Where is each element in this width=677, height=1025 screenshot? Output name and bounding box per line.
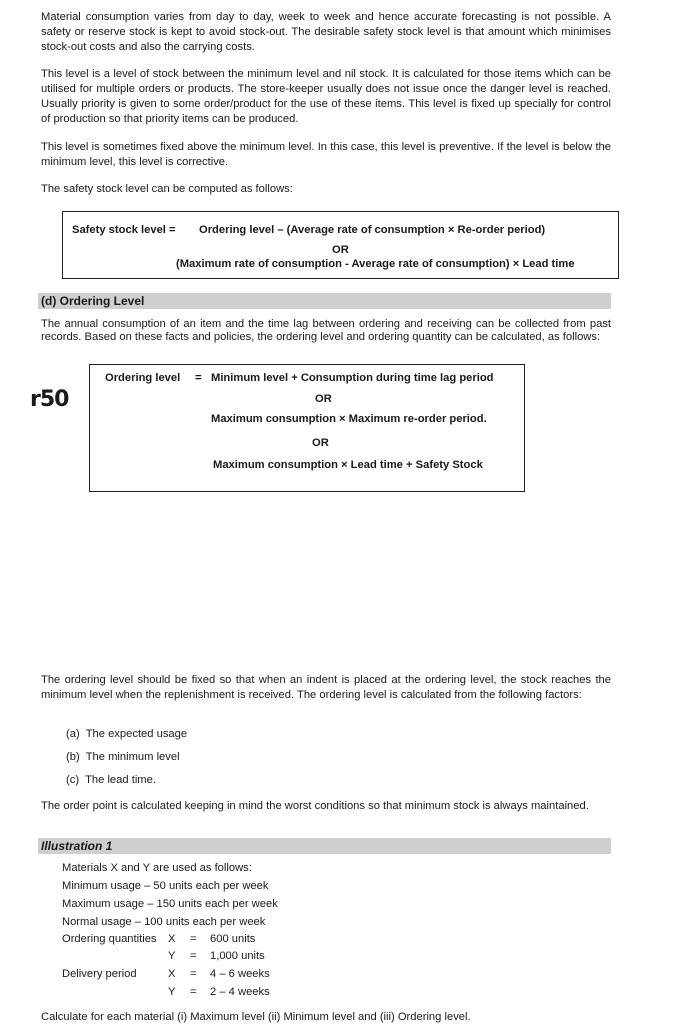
- ordering-quantity-y-value: 1,000 units: [210, 950, 265, 962]
- illustration-line-4: Normal usage – 100 units each per week: [62, 916, 266, 928]
- delivery-period-label: Delivery period: [62, 968, 137, 980]
- paragraph-safety-computed: The safety stock level can be computed as follows:: [41, 183, 293, 195]
- safety-stock-formula-box: [62, 211, 619, 279]
- ordering-quantity-y-label: Y: [168, 950, 176, 962]
- equals-sign: =: [190, 950, 197, 962]
- list-marker: (c): [66, 774, 80, 786]
- equals-sign: =: [190, 968, 197, 980]
- equals-sign: =: [190, 986, 197, 998]
- ordering-formula-2: Maximum consumption × Maximum re-order period.: [211, 413, 487, 425]
- list-marker: (b): [66, 751, 80, 763]
- list-text: The minimum level: [85, 751, 180, 763]
- paragraph-order-point: The order point is calculated keeping in mind the worst conditions so that minimum stock is always maintained.: [41, 800, 589, 812]
- paragraph-ordering-explanation: The ordering level should be fixed so that when an indent is placed at the ordering level, the stock reaches the minimum level when the replenishment is received. The ordering level is calculated from the following factors:: [41, 674, 611, 701]
- illustration-line-3: Maximum usage – 150 units each per week: [62, 898, 278, 910]
- ordering-level-formula-box: [89, 364, 525, 492]
- paragraph-ordering-intro: The annual consumption of an item and the time lag between ordering and receiving can be collected from past records. Based on these facts and policies, the ordering level and ordering quantity can be calculated, as follows:: [41, 318, 611, 343]
- safety-stock-label: Safety stock level =: [72, 224, 176, 236]
- paragraph-level-fixed: This level is sometimes fixed above the minimum level. In this case, this level is preventive. If the level is below the minimum level, this level is corrective.: [41, 141, 611, 168]
- ordering-level-equals: =: [195, 372, 202, 384]
- delivery-period-y-label: Y: [168, 986, 176, 998]
- handwritten-mark: r50: [30, 387, 69, 412]
- safety-formula-or: OR: [332, 244, 349, 256]
- ordering-formula-3: Maximum consumption × Lead time + Safety Stock: [213, 459, 483, 471]
- delivery-period-x-label: X: [168, 968, 176, 980]
- illustration-line-1: Materials X and Y are used as follows:: [62, 862, 252, 874]
- illustration-heading: Illustration 1: [38, 838, 611, 854]
- paragraph-danger-level: This level is a level of stock between the minimum level and nil stock. It is calculated for those items which can be utilised for multiple orders or products. The store-keeper usually does not issue once the danger level is reached. Usually priority is given to some order/product for the use of these items. This level is fixed up specially for control of production so that priority items can be produced.: [41, 68, 611, 125]
- ordering-quantity-x-label: X: [168, 933, 176, 945]
- list-text: The expected usage: [85, 728, 188, 740]
- ordering-quantities-label: Ordering quantities: [62, 933, 157, 945]
- section-heading-ordering-level: (d) Ordering Level: [38, 293, 611, 309]
- delivery-period-y-value: 2 – 4 weeks: [210, 986, 270, 998]
- ordering-quantity-x-value: 600 units: [210, 933, 256, 945]
- delivery-period-x-value: 4 – 6 weeks: [210, 968, 270, 980]
- list-item: [66, 750, 180, 765]
- safety-formula-2: (Maximum rate of consumption - Average rate of consumption) × Lead time: [176, 258, 575, 270]
- list-item: [66, 727, 187, 742]
- illustration-question: Calculate for each material (i) Maximum level (ii) Minimum level and (iii) Ordering level.: [41, 1011, 471, 1023]
- paragraph-safety-intro: Material consumption varies from day to day, week to week and hence accurate forecasting is not possible. A safety or reserve stock is kept to avoid stock-out. The desirable safety stock level is that amount which minimises stock-out costs and also the carrying costs.: [41, 11, 611, 53]
- equals-sign: =: [190, 933, 197, 945]
- ordering-or-2: OR: [312, 437, 329, 449]
- safety-formula-1: Ordering level – (Average rate of consumption × Re-order period): [199, 224, 546, 236]
- ordering-or-1: OR: [315, 393, 332, 405]
- list-item: [66, 773, 156, 788]
- list-text: The lead time.: [85, 774, 156, 786]
- list-marker: (a): [66, 728, 80, 740]
- ordering-formula-1: Minimum level + Consumption during time lag period: [211, 372, 494, 384]
- illustration-line-2: Minimum usage – 50 units each per week: [62, 880, 269, 892]
- ordering-level-label: Ordering level: [105, 372, 181, 384]
